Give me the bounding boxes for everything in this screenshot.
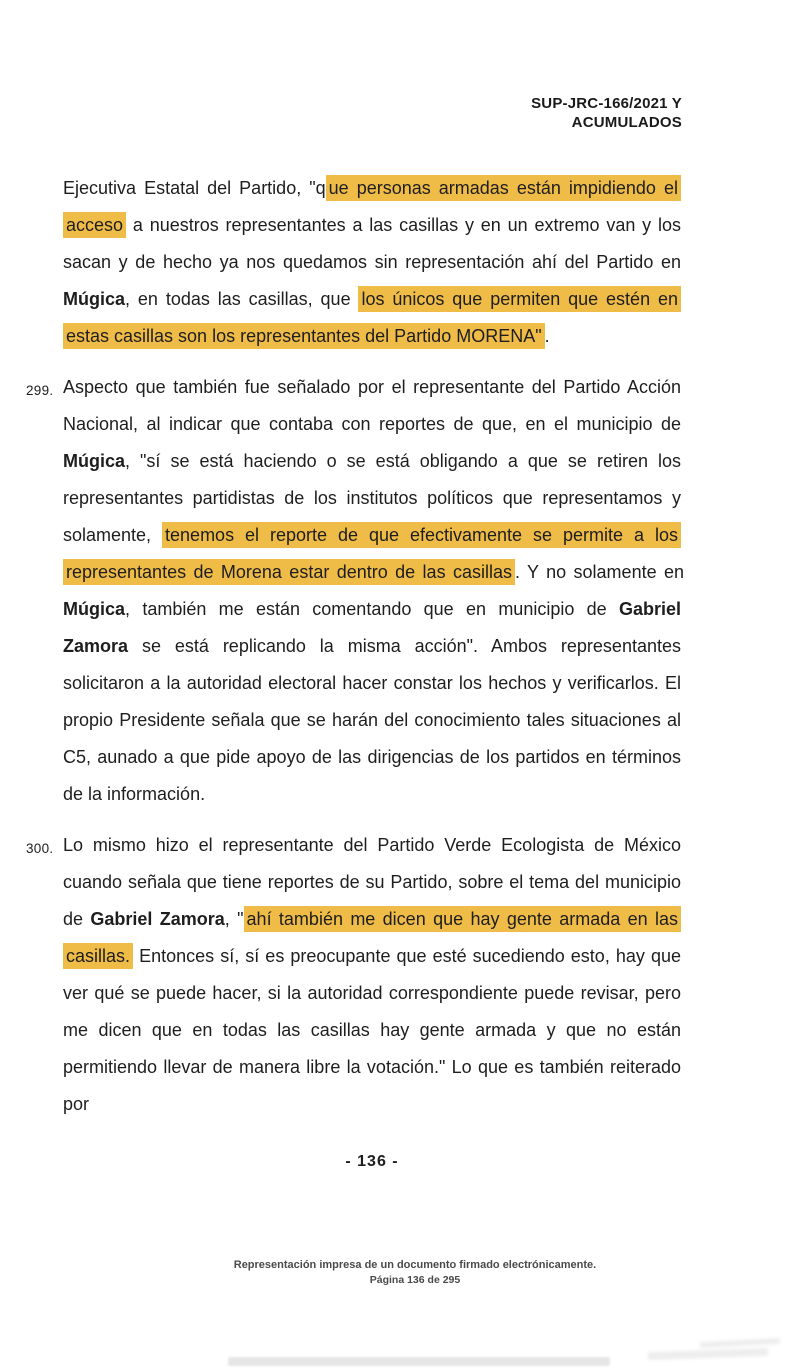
text-segment: Aspecto que también fue señalado por el representante del Partido Acción Nacional, al indicar que contaba con reportes de que, en el municipio de: [63, 377, 681, 434]
paragraph-continuation: [63, 170, 681, 355]
paragraph-list: [26, 170, 684, 1123]
highlighted-text: ue personas armadas están impidiendo el acceso: [63, 175, 681, 238]
highlighted-text: ahí también me dicen que hay gente armada en las casillas.: [63, 906, 681, 969]
text-segment: a nuestros representantes a las casillas y en un extremo van y los sacan y de hecho ya nos quedamos sin representación ahí del Partido en: [63, 215, 681, 272]
text-segment: Ejecutiva Estatal del Partido, "q: [63, 178, 326, 198]
text-segment: se está replicando la misma acción". Ambos representantes solicitaron a la autoridad electoral hacer constar los hechos y verificarlos. El propio Presidente señala que se harán del conocimiento tales situaciones al C5, aunado a que pide apoyo de las dirigencias de los partidos en términos de la información.: [63, 636, 681, 804]
bold-term: Múgica: [63, 599, 126, 619]
case-accumulated-label: ACUMULADOS: [571, 114, 682, 131]
text-segment: , "sí se está haciendo o se está obligando a que se retiren los representantes partidistas de los institutos políticos que representamos y solamente,: [63, 451, 681, 545]
text-segment: , también me están comentando que en municipio de: [125, 599, 619, 619]
bold-term: Múgica: [63, 451, 126, 471]
paragraph-number: 300.: [26, 841, 54, 856]
text-segment: , en todas las casillas, que: [125, 289, 359, 309]
highlighted-text: tenemos el reporte de que efectivamente se permite a los representantes de Morena estar dentro de las casillas: [63, 522, 681, 585]
document-footer: [0, 1258, 798, 1288]
text-segment: Entonces sí, sí es preocupante que esté sucediendo esto, hay que ver qué se puede hacer, si la autoridad correspondiente puede revisar, pero me dicen que en todas las casillas hay gente armada y que no están permitiendo llevar de manera libre la votación." Lo que es también reiterado por: [63, 946, 681, 1114]
footer-page-count: Página 136 de 295: [369, 1274, 461, 1286]
highlighted-text: los únicos que permiten que estén en estas casillas son los representantes del Partido MORENA": [63, 286, 681, 349]
document-body: [26, 170, 684, 1180]
scan-artifact-smudge: [648, 1348, 768, 1360]
scan-artifact-bar: [228, 1357, 610, 1366]
paragraph-299: [26, 369, 684, 813]
case-header: [531, 94, 682, 132]
footer-signature-note: Representación impresa de un documento firmado electrónicamente.: [233, 1259, 597, 1271]
page-number: - 136 -: [345, 1153, 399, 1170]
text-segment: , ": [224, 909, 244, 929]
bold-term: Gabriel Zamora: [90, 909, 225, 929]
scan-artifact-smudge: [700, 1338, 780, 1348]
bold-term: Múgica: [63, 289, 126, 309]
case-number: SUP-JRC-166/2021 Y: [531, 95, 682, 112]
paragraph-number: 299.: [26, 383, 54, 398]
text-segment: Lo mismo hizo el representante del Partido Verde Ecologista de México cuando señala que tiene reportes de su Partido, sobre el tema del municipio de: [63, 835, 681, 929]
bold-term: Gabriel Zamora: [63, 599, 681, 656]
text-segment: . Y no solamente en: [514, 562, 684, 582]
paragraph-300: [26, 827, 681, 1123]
text-segment: .: [544, 326, 550, 346]
